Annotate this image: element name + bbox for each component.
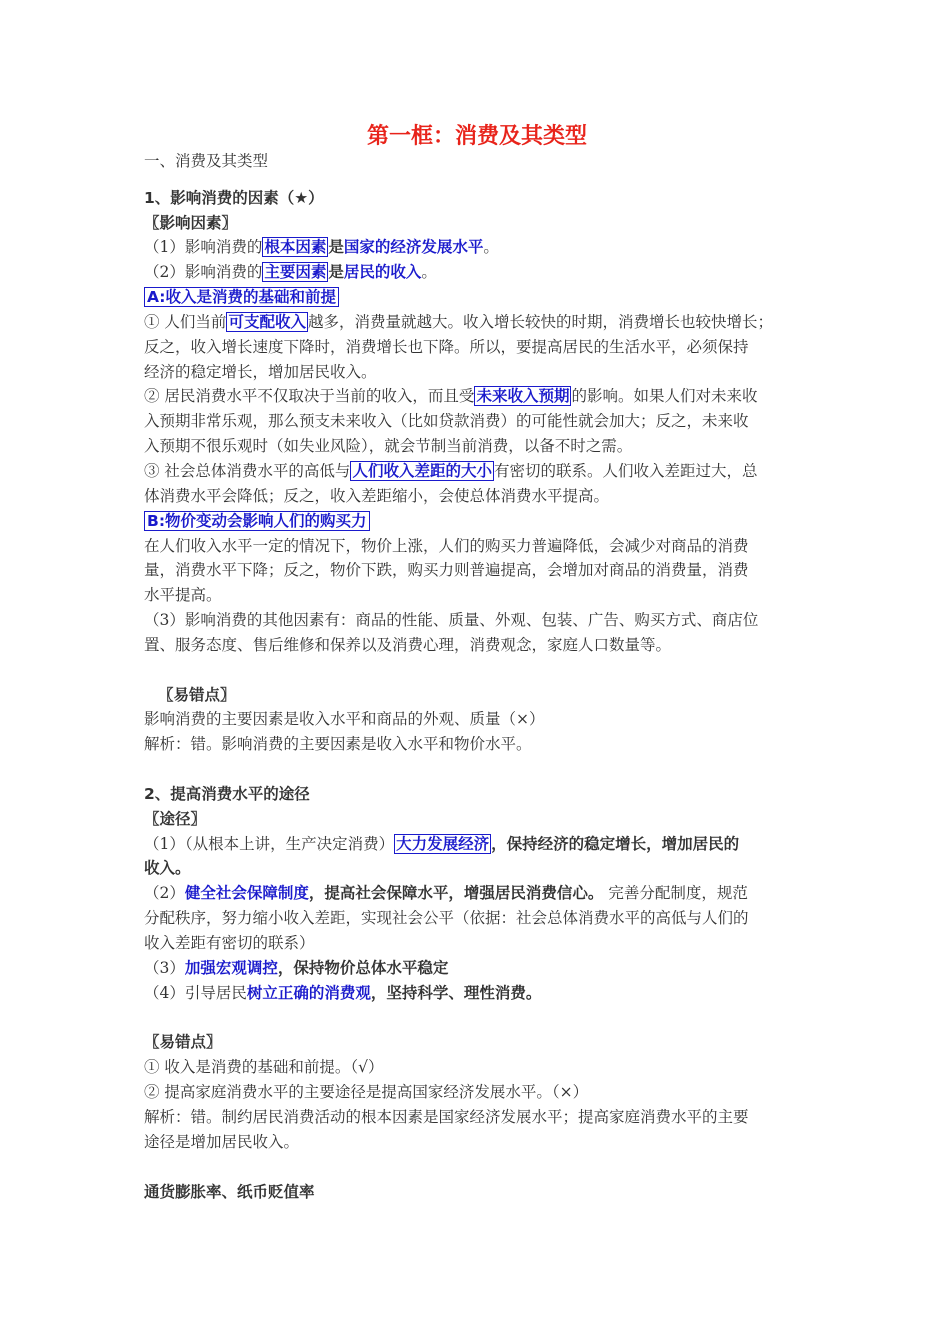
point-b-label: B:物价变动会影响人们的购买力: [144, 511, 370, 531]
section-heading: 一、消费及其类型: [144, 152, 269, 170]
para-1-line-3: 经济的稳定增长，增加居民收入。: [144, 363, 377, 381]
text: （4）引导居民: [144, 984, 247, 1002]
error-2-question-2: ② 提高家庭消费水平的主要途径是提高国家经济发展水平。（×）: [144, 1083, 589, 1101]
para-5-line-1: （3）影响消费的其他因素有：商品的性能、质量、外观、包装、广告、购买方式、商店位: [144, 611, 759, 629]
text: （1）（从根本上讲，生产决定消费）: [144, 835, 395, 853]
keyword-box: 未来收入预期: [476, 387, 570, 405]
text: 越多，消费量就越大。收入增长较快的时期，消费增长也较快增长；: [307, 313, 773, 331]
label-error-1: 〖易错点〗: [158, 686, 236, 704]
way-2-line-2: 分配秩序，努力缩小收入差距，实现社会公平（依据：社会总体消费水平的高低与人们的: [144, 909, 749, 927]
keyword-box: 人们收入差距的大小: [352, 462, 492, 480]
point-b: [144, 509, 810, 534]
text: ① 人们当前: [144, 313, 227, 331]
keyword-box: 可支配收入: [228, 313, 306, 331]
para-2-line-2: 入预期非常乐观，那么预支未来收入（比如贷款消费）的可能性就会加大；反之，未来收: [144, 412, 749, 430]
way-3: [144, 956, 810, 981]
keyword: 居民的收入: [343, 263, 422, 281]
text: 是: [328, 238, 344, 256]
keyword-box: 根本因素: [264, 238, 327, 256]
error-1-question: 影响消费的主要因素是收入水平和商品的外观、质量（×）: [144, 710, 545, 728]
text: （3）: [144, 959, 185, 977]
heading-factors: 1、影响消费的因素（★）: [144, 189, 324, 207]
text: 的影响。如果人们对未来收: [571, 387, 758, 405]
para-1-line-1: [144, 310, 810, 335]
label-error-2: 〖易错点〗: [144, 1033, 222, 1051]
para-4-line-1: 在人们收入水平一定的情况下，物价上涨，人们的购买力普遍降低，会减少对商品的消费: [144, 537, 749, 555]
way-2-line-3: 收入差距有密切的联系）: [144, 934, 315, 952]
keyword: 国家的经济发展水平: [343, 238, 484, 256]
text: （2）影响消费的: [144, 263, 263, 281]
page-title: 第一框：消费及其类型: [366, 124, 587, 149]
text: 有密切的联系。人们收入差距过大，总: [493, 462, 758, 480]
factor-root: [144, 235, 810, 260]
para-1-line-2: 反之，收入增长速度下降时，消费增长也下降。所以，要提高居民的生活水平，必须保持: [144, 338, 749, 356]
para-3-line-1: [144, 459, 810, 484]
factor-main: [144, 260, 810, 285]
text: ，坚持科学、理性消费。: [370, 984, 542, 1002]
text: 。: [421, 263, 437, 281]
text: ③ 社会总体消费水平的高低与: [144, 462, 351, 480]
text: ，保持经济的稳定增长，增加居民的: [491, 835, 740, 853]
para-4-line-2: 量，消费水平下降；反之，物价下跌，购买力则普遍提高，会增加对商品的消费量，消费: [144, 561, 749, 579]
para-5-line-2: 置、服务态度、售后维修和保养以及消费心理，消费观念，家庭人口数量等。: [144, 636, 672, 654]
keyword-box: 主要因素: [264, 263, 327, 281]
error-2-question-1: ① 收入是消费的基础和前提。（√）: [144, 1058, 384, 1076]
text: 是: [328, 263, 344, 281]
text: ，提高社会保障水平，增强居民消费信心。: [308, 884, 604, 902]
label-factors: 〖影响因素〗: [144, 214, 238, 232]
way-1-line-2: 收入。: [144, 859, 191, 877]
way-1-line-1: [144, 832, 810, 857]
error-1-answer: 解析：错。影响消费的主要因素是收入水平和物价水平。: [144, 735, 532, 753]
text: 。: [483, 238, 499, 256]
heading-inflation: 通货膨胀率、纸币贬值率: [144, 1183, 315, 1201]
text: 完善分配制度，规范: [603, 884, 748, 902]
heading-ways: 2、提高消费水平的途径: [144, 785, 310, 803]
keyword-box: 大力发展经济: [396, 835, 490, 853]
text: ② 居民消费水平不仅取决于当前的收入，而且受: [144, 387, 475, 405]
keyword: 树立正确的消费观: [246, 984, 371, 1002]
point-a: [144, 285, 810, 310]
text: （2）: [144, 884, 185, 902]
para-4-line-3: 水平提高。: [144, 586, 222, 604]
label-ways: 〖途径〗: [144, 810, 207, 828]
text: ，保持物价总体水平稳定: [277, 959, 449, 977]
way-2-line-1: [144, 881, 810, 906]
keyword: 加强宏观调控: [184, 959, 278, 977]
para-2-line-1: [144, 384, 810, 409]
error-2-answer-line-1: 解析：错。制约居民消费活动的根本因素是国家经济发展水平；提高家庭消费水平的主要: [144, 1108, 749, 1126]
text: （1）影响消费的: [144, 238, 263, 256]
para-3-line-2: 体消费水平会降低；反之，收入差距缩小，会使总体消费水平提高。: [144, 487, 610, 505]
keyword: 健全社会保障制度: [184, 884, 309, 902]
point-a-label: A:收入是消费的基础和前提: [144, 287, 339, 307]
error-2-answer-line-2: 途径是增加居民收入。: [144, 1133, 300, 1151]
way-4: [144, 981, 810, 1006]
para-2-line-3: 入预期不很乐观时（如失业风险），就会节制当前消费，以备不时之需。: [144, 437, 633, 455]
